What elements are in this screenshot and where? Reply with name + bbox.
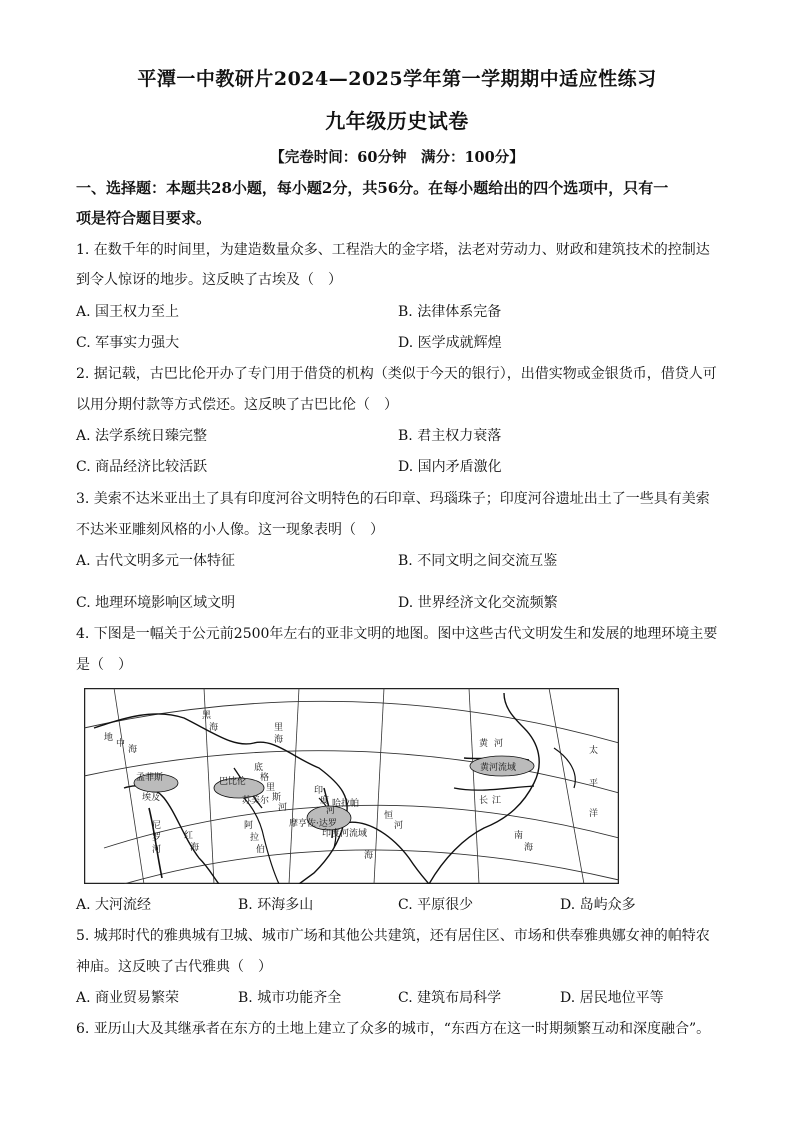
question-3-option-a[interactable]: A. 古代文明多元一体特征	[76, 553, 236, 569]
exam-subject: 九年级历史试卷	[325, 109, 469, 133]
map-label: 海	[209, 723, 219, 733]
question-5-stem: 5. 城邦时代的雅典城有卫城、城市广场和其他公共建筑，还有居住区、市场和供奉雅典娜女神的帕特农	[76, 928, 710, 944]
map-label: 太	[589, 746, 599, 756]
question-6-stem: 6. 亚历山大及其继承者在东方的土地上建立了众多的城市，“东西方在这一时期频繁互动和深度融合”。	[76, 1021, 711, 1037]
map-label: 海	[274, 735, 284, 745]
map-label: 河	[394, 821, 404, 831]
question-5-option-d[interactable]: D. 居民地位平等	[560, 990, 664, 1006]
map-label: 海	[524, 843, 534, 853]
map-label: 河	[326, 806, 336, 816]
map-label: 印	[314, 786, 324, 796]
question-2-option-c[interactable]: C. 商品经济比较活跃	[76, 459, 208, 475]
map-label: 河	[152, 845, 162, 855]
question-1-stem-cont: 到令人惊讶的地步。这反映了古埃及（ ）	[76, 272, 342, 288]
map-label: 埃及	[142, 793, 161, 803]
map-label: 海	[128, 745, 138, 755]
exam-title: 平潭一中教研片2024—2025学年第一学期期中适应性练习	[137, 68, 657, 90]
map-label: 巴比伦	[219, 777, 247, 787]
map-label: 里	[266, 783, 276, 793]
question-1-option-c[interactable]: C. 军事实力强大	[76, 335, 180, 351]
map-label: 平	[589, 779, 599, 789]
map-label: 南	[514, 831, 524, 841]
section-instruction: 一、选择题：本题共28小题，每小题2分，共56分。在每小题给出的四个选项中，只有一	[76, 179, 669, 197]
ancient-civilizations-map	[84, 688, 619, 884]
question-3-stem: 3. 美索不达米亚出土了具有印度河谷文明特色的石印章、玛瑙珠子；印度河谷遗址出土了一些具有美索	[76, 491, 710, 507]
question-4-option-a[interactable]: A. 大河流经	[76, 897, 152, 913]
map-label: 苏美尔	[242, 796, 270, 806]
map-label: 拉	[250, 833, 260, 843]
question-4-stem-cont: 是（ ）	[76, 657, 132, 673]
map-label: 地	[104, 733, 114, 743]
question-3-option-d[interactable]: D. 世界经济文化交流频繁	[398, 595, 558, 611]
question-2-stem: 2. 据记载，古巴比伦开办了专门用于借贷的机构（类似于今天的银行），出借实物或金银货币，借贷人可	[76, 366, 717, 382]
map-label: 尼	[152, 821, 162, 831]
map-label: 海	[190, 843, 200, 853]
map-label: 黄	[479, 739, 489, 749]
question-2-option-b[interactable]: B. 君主权力衰落	[398, 428, 502, 444]
map-label: 恒	[384, 811, 394, 821]
map-label: 罗	[152, 833, 162, 843]
question-2-stem-cont: 以用分期付款等方式偿还。这反映了古巴比伦（ ）	[76, 397, 398, 413]
question-2-option-a[interactable]: A. 法学系统日臻完整	[76, 428, 208, 444]
map-label: 里	[274, 723, 284, 733]
question-4-option-d[interactable]: D. 岛屿众多	[560, 897, 636, 913]
map-label: 黑	[202, 711, 212, 721]
map-label: 长	[479, 796, 489, 806]
map-label: 斯	[272, 793, 282, 803]
question-3-option-c[interactable]: C. 地理环境影响区域文明	[76, 595, 236, 611]
question-5-option-b[interactable]: B. 城市功能齐全	[238, 990, 342, 1006]
map-label: 摩亨佐·达罗	[289, 819, 337, 829]
map-label: 孟菲斯	[136, 773, 164, 783]
question-4-option-c[interactable]: C. 平原很少	[398, 897, 474, 913]
map-label: 阿	[244, 821, 254, 831]
map-label: 黄河流域	[480, 763, 517, 773]
exam-meta: 【完卷时间：60分钟 满分：100分】	[270, 149, 524, 166]
question-4-stem: 4. 下图是一幅关于公元前2500年左右的亚非文明的地图。图中这些古代文明发生和发展的地理环境主要	[76, 626, 718, 642]
question-4-option-b[interactable]: B. 环海多山	[238, 897, 314, 913]
map-label: 江	[492, 796, 502, 806]
question-1-stem: 1. 在数千年的时间里，为建造数量众多、工程浩大的金字塔，法老对劳动力、财政和建筑技术的控制达	[76, 242, 710, 258]
question-5-stem-cont: 神庙。这反映了古代雅典（ ）	[76, 959, 272, 975]
map-label: 红	[184, 831, 194, 841]
map-label: 伯	[256, 845, 266, 855]
map-label: 河	[278, 803, 288, 813]
question-1-option-d[interactable]: D. 医学成就辉煌	[398, 335, 502, 351]
map-label: 洋	[589, 809, 599, 819]
question-3-option-b[interactable]: B. 不同文明之间交流互鉴	[398, 553, 558, 569]
question-1-option-b[interactable]: B. 法律体系完备	[398, 304, 502, 320]
map-label: 格	[260, 773, 270, 783]
question-5-option-c[interactable]: C. 建筑布局科学	[398, 990, 502, 1006]
map-label: 哈拉帕	[332, 799, 360, 809]
question-2-option-d[interactable]: D. 国内矛盾激化	[398, 459, 502, 475]
section-instruction-cont: 项是符合题目要求。	[76, 209, 212, 227]
question-3-stem-cont: 不达米亚雕刻风格的小人像。这一现象表明（ ）	[76, 522, 384, 538]
map-label: 中	[116, 739, 126, 749]
question-5-option-a[interactable]: A. 商业贸易繁荣	[76, 990, 180, 1006]
map-label: 海	[364, 851, 374, 861]
map-label: 印度河流域	[322, 829, 368, 839]
map-label: 度	[320, 796, 330, 806]
map-label: 底	[254, 763, 264, 773]
map-label: 河	[494, 739, 504, 749]
question-1-option-a[interactable]: A. 国王权力至上	[76, 304, 180, 320]
